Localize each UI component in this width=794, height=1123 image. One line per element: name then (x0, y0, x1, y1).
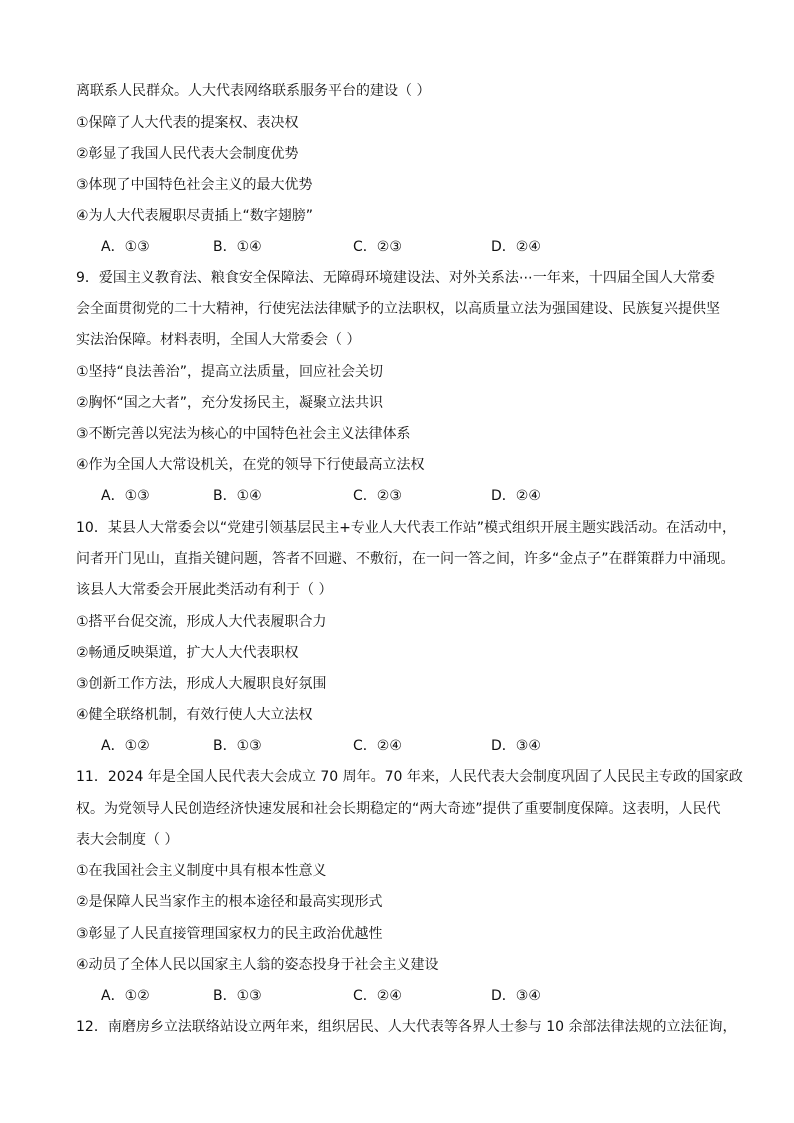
q10-option-d: D．③④ (491, 738, 541, 754)
q9-item-3: ③不断完善以宪法为核心的中国特色社会主义法律体系 (76, 426, 411, 442)
q11-item-2: ②是保障人民当家作主的根本途径和最高实现形式 (76, 894, 383, 910)
q10-stem-line-2: 问者开门见山，直指关键问题，答者不回避、不敷衍，在一问一答之间，许多“金点子”在群策群力中涌现。 (76, 551, 735, 567)
q9-item-2: ②胸怀“国之大者”，充分发扬民主，凝聚立法共识 (76, 395, 384, 411)
q11-option-b: B．①③ (213, 988, 262, 1004)
q10-stem-line-1: 10．某县人大常委会以“党建引领基层民主+专业人大代表工作站”模式组织开展主题实践活动。在活动中， (76, 520, 737, 536)
q11-stem-line-2: 权。为党领导人民创造经济快速发展和社会长期稳定的“两大奇迹”提供了重要制度保障。这表明，人民代 (76, 801, 721, 817)
q8-stem-tail: 离联系人民群众。人大代表网络联系服务平台的建设（ ） (76, 83, 431, 99)
q8-item-2: ②彰显了我国人民代表大会制度优势 (76, 146, 299, 162)
q8-option-d: D．②④ (491, 239, 541, 255)
q11-options (101, 987, 621, 1005)
q11-item-3: ③彰显了人民直接管理国家权力的民主政治优越性 (76, 926, 383, 942)
q9-option-d: D．②④ (491, 488, 541, 504)
q8-item-4: ④为人大代表履职尽责插上“数字翅膀” (76, 208, 314, 224)
q9-option-a: A．①③ (101, 488, 150, 504)
q9-options (101, 487, 621, 505)
q10-option-b: B．①③ (213, 738, 262, 754)
q8-option-c: C．②③ (353, 239, 402, 255)
q9-stem-line-2: 会全面贯彻党的二十大精神，行使宪法法律赋予的立法职权，以高质量立法为强国建设、民族复兴提供坚 (76, 301, 720, 317)
q10-option-a: A．①② (101, 738, 150, 754)
q11-stem-line-1: 11．2024 年是全国人民代表大会成立 70 周年。70 年来，人民代表大会制度巩固了人民民主专政的国家政 (76, 769, 743, 785)
q8-options (101, 238, 621, 256)
q12-stem-line-1: 12．南磨房乡立法联络站设立两年来，组织居民、人大代表等各界人士参与 10 余部法律法规的立法征询， (76, 1019, 737, 1035)
q11-item-4: ④动员了全体人民以国家主人翁的姿态投身于社会主义建设 (76, 957, 439, 973)
q9-item-1: ①坚持“良法善治”，提高立法质量，回应社会关切 (76, 364, 384, 380)
q9-item-4: ④作为全国人大常设机关，在党的领导下行使最高立法权 (76, 457, 425, 473)
q8-item-3: ③体现了中国特色社会主义的最大优势 (76, 177, 313, 193)
q11-option-c: C．②④ (353, 988, 402, 1004)
q10-option-c: C．②④ (353, 738, 402, 754)
q8-item-1: ①保障了人大代表的提案权、表决权 (76, 115, 299, 131)
q10-item-2: ②畅通反映渠道，扩大人大代表职权 (76, 645, 299, 661)
q11-item-1: ①在我国社会主义制度中具有根本性意义 (76, 863, 327, 879)
q9-option-b: B．①④ (213, 488, 262, 504)
q11-option-d: D．③④ (491, 988, 541, 1004)
q10-item-3: ③创新工作方法，形成人大履职良好氛围 (76, 676, 327, 692)
q11-stem-line-3: 表大会制度（ ） (76, 832, 179, 848)
q10-options (101, 737, 621, 755)
q8-option-a: A．①③ (101, 239, 150, 255)
q9-stem-line-3: 实法治保障。材料表明，全国人大常委会（ ） (76, 332, 361, 348)
q11-option-a: A．①② (101, 988, 150, 1004)
q10-item-4: ④健全联络机制，有效行使人大立法权 (76, 707, 313, 723)
q9-stem-line-1: 9．爱国主义教育法、粮食安全保障法、无障碍环境建设法、对外关系法⋯一年来，十四届全国人大常委 (76, 270, 715, 286)
q10-stem-line-3: 该县人大常委会开展此类活动有利于（ ） (76, 582, 333, 598)
q9-option-c: C．②③ (353, 488, 402, 504)
q10-item-1: ①搭平台促交流，形成人大代表履职合力 (76, 614, 327, 630)
q8-option-b: B．①④ (213, 239, 262, 255)
